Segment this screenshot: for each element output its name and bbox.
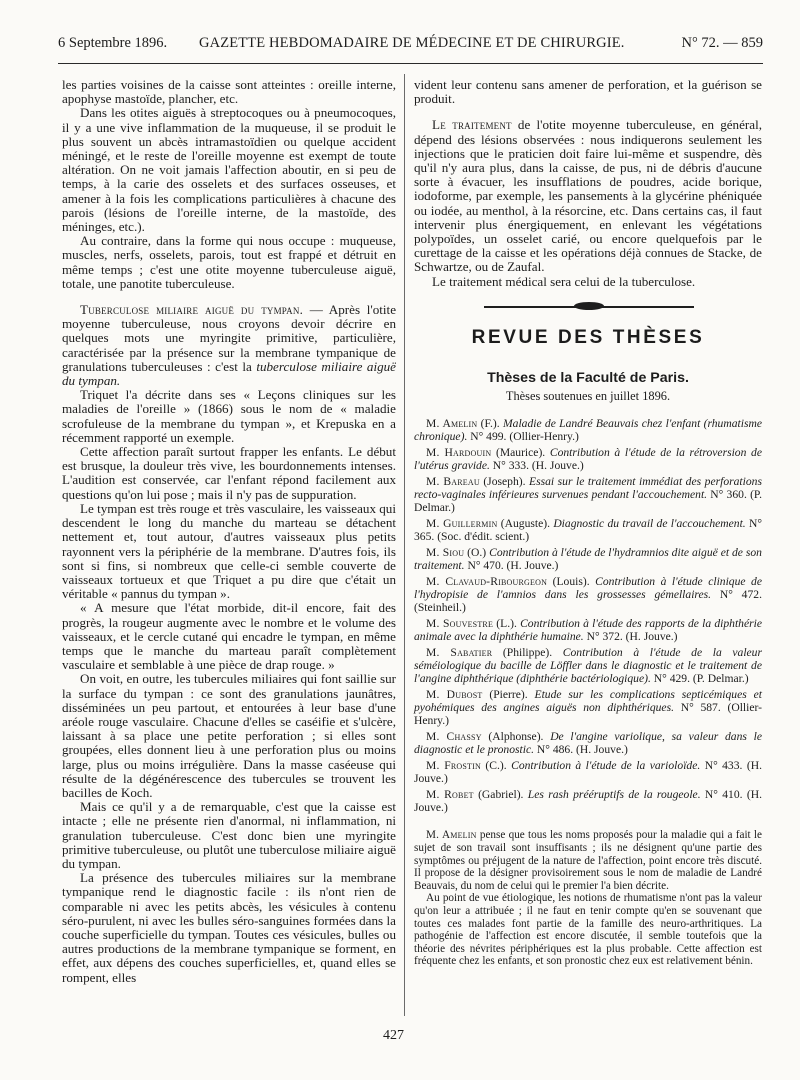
journal-title: GAZETTE HEBDOMADAIRE DE MÉDECINE ET DE CHIRURGIE. (199, 35, 625, 51)
paragraph: Au contraire, dans la forme qui nous occupe : muqueuse, muscles, nerfs, osselets, parois, tout est frappé et détruit en même temps ; c'est une otite moyenne tuberculeuse aiguë, totale, une panotite tuberculeuse. (62, 233, 396, 291)
header-rule (58, 63, 763, 64)
thesis-author-firstname: (L.). (493, 617, 521, 631)
thesis-author: M. Bareau (426, 475, 480, 489)
subsection-title: Thèses de la Faculté de Paris. (487, 370, 689, 387)
paragraph: Cette affection paraît surtout frapper les enfants. Le début est brusque, la douleur très vive, les bourdonnements intenses. L'audition est conservée, car l'enfant répond facilement aux questions qu'on lui pose ; mais il n'y pas de suppuration. (62, 444, 396, 502)
thesis-author: M. Clavaud-Ribourgeon (426, 575, 548, 589)
thesis-number-publisher: N° 472. (Steinheil.) (414, 588, 762, 615)
section-paragraph (62, 303, 396, 388)
theses-list (414, 417, 762, 814)
thesis-number-publisher: N° 372. (H. Jouve.) (583, 630, 678, 644)
section-heading: Le traitement (432, 117, 512, 133)
thesis-number-publisher: N° 499. (Ollier-Henry.) (467, 430, 579, 444)
thesis-title: Essai sur le traitement immédiat des perforations recto-vaginales inférieures survenues pendant l'accouchement. (414, 475, 762, 502)
thesis-number-publisher: N° 360. (P. Delmar.) (414, 488, 762, 515)
column-divider (404, 74, 405, 1016)
thesis-entry (414, 730, 762, 756)
thesis-entry (414, 446, 762, 472)
author-name: M. Amelin (426, 829, 477, 842)
thesis-author-firstname: (Gabriel). (473, 788, 528, 802)
thesis-title: Les rash prééruptifs de la rougeole. (527, 788, 701, 802)
thesis-author: M. Robet (426, 788, 474, 802)
thesis-entry (414, 646, 762, 685)
thesis-author-firstname: (Louis). (547, 575, 596, 589)
subsection-subtitle: Thèses soutenues en juillet 1896. (505, 389, 671, 404)
paragraph: vident leur contenu sans amener de perforation, et la guérison se produit. (414, 77, 762, 107)
paragraph: On voit, en outre, les tubercules miliaires qui font saillie sur la surface du tympan : ce sont des granulations jaunâtres, disséminées un peu partout, et entourées à leur base d'une aréole rouge vasculaire. Chacune d'elles se caséifie et s'ulcère, laissant à sa place une petite perforation ; si elles sont groupées, elles donnent lieu à une perforation plus ou moins large, plus ou moins irrégulière. Dans la masse caséeuse qui résulte de la dégénérescence des tubercules se trouvent les bacilles de Koch. (62, 671, 396, 800)
thesis-entry (414, 575, 762, 614)
paragraph: Triquet l'a décrite dans ses « Leçons cliniques sur les maladies de l'oreille » (1866) sous le nom de « maladie scrofuleuse de la membrane du tympan », et Krepuska en a récemment rapporté un exemple. (62, 387, 396, 445)
left-column (62, 78, 396, 985)
right-column (414, 78, 762, 968)
thesis-author: M. Guillermin (426, 517, 498, 531)
thesis-author: M. Souvestre (426, 617, 494, 631)
section-paragraph (414, 118, 762, 274)
summary-paragraph: Au point de vue étiologique, les notions de rhumatisme n'ont pas la valeur qu'on leur a attribuée ; il ne faut en tenir compte qu'en se souvenant que toutes ces malades font partie de la famille des neuro-arthritiques. La pathogénie de l'affection est encore discutée, il semble toutefois que la théorie des névrites périphériques est la plus probable. Cette affection est fréquente chez les enfants, et son pronostic chez eux est relativement bénin. (414, 892, 762, 968)
thesis-title: Maladie de Landré Beauvais chez l'enfant (rhumatisme chronique). (414, 417, 762, 444)
thesis-author-firstname: (Pierre). (482, 688, 535, 702)
issue-page-number: N° 72. — 859 (681, 35, 763, 51)
thesis-author: M. Sabatier (426, 646, 493, 660)
thesis-entry (414, 546, 762, 572)
section-title: REVUE DES THÈSES (471, 326, 705, 348)
section-heading: Tuberculose miliaire aiguë du tympan. (80, 302, 304, 318)
thesis-entry (414, 759, 762, 785)
thesis-author-firstname: (Maurice). (491, 446, 550, 460)
thesis-entry (414, 688, 762, 727)
running-header (58, 34, 763, 52)
thesis-title: Contribution à l'étude clinique de l'hydropisie de l'amnios dans les grossesses gémellaires. (414, 575, 763, 602)
thesis-author: M. Dubost (426, 688, 483, 702)
paragraph-text: — Après l'otite moyenne tuberculeuse, nous croyons devoir décrire en quelques mots une myringite primitive, particulière, caractérisée par la présence sur la membrane tympanique de granulations tuberculeuses : c'est la (62, 302, 397, 374)
thesis-entry (414, 475, 762, 514)
paragraph: Le tympan est très rouge et très vasculaire, les vaisseaux qui descendent le long du manche du marteau se détachent nettement et, tout autour, d'autres vaisseaux plus petits rayonnent vers la périphérie de la membrane. D'autres fois, ils sont si fins, si nombreux que celle-ci semble couverte de vaisseaux tortueux et que Triquet a pu dire que c'était un véritable « pannus du tympan ». (62, 500, 396, 602)
thesis-author-firstname: (Philippe). (492, 646, 563, 660)
ornament-lozenge (574, 302, 604, 310)
thesis-author-firstname: (F.). (477, 417, 503, 431)
section-ornament (414, 295, 762, 321)
thesis-author-firstname: (O.) (464, 546, 490, 560)
thesis-author: M. Amelin (426, 417, 478, 431)
thesis-author-firstname: (C.). (480, 759, 512, 773)
thesis-number-publisher: N° 433. (H. Jouve.) (414, 759, 762, 786)
header-date: 6 Septembre 1896. (58, 35, 168, 51)
thesis-author-firstname: (Auguste). (497, 517, 554, 531)
paragraph: Le traitement médical sera celui de la tuberculose. (432, 273, 696, 289)
thesis-title: De l'angine variolique, sa valeur dans le diagnostic et le pronostic. (414, 730, 762, 757)
thesis-author: M. Hardouin (426, 446, 492, 460)
italic-term: tuberculose miliaire aiguë du tympan. (62, 358, 396, 389)
thesis-author-firstname: (Alphonse). (481, 730, 551, 744)
paragraph: Dans les otites aiguës à streptocoques ou à pneumocoques, il y a une vive inflammation de la muqueuse, il se produit le plus souvent un abcès intramastoïdien ou quelque accident méningé, et le reste de l'oreille moyenne est exempt de toute altération. On ne voit jamais l'affection aboutir, en si peu de temps, à la carie des osselets et des surfaces osseuses, et amener à la fois les complications particulières à chacune des parois (lésions de l'oreille interne, de la mastoïde, des méninges, etc.). (62, 105, 396, 235)
thesis-title: Contribution à l'étude des rapports de la diphthérie animale avec la diphthérie humaine. (414, 617, 763, 644)
thesis-number-publisher: N° 429. (P. Delmar.) (650, 672, 749, 686)
thesis-number-publisher: N° 587. (Ollier-Henry.) (414, 701, 763, 728)
summary-text: pense que tous les noms proposés pour la maladie qui a fait le sujet de son travail sont insuffisants ; ils ne désignent qu'une partie des symptômes ou préjugent de la nature de l'affection, point encore très discuté. Il propose de la désigner provisoirement sous le nom de maladie de Landré Beauvais, du nom de celui qui le premier l'a bien décrite. (414, 829, 762, 892)
thesis-title: Contribution à l'étude de la rétroversion de l'utérus gravide. (414, 446, 762, 473)
spacer (414, 817, 762, 829)
thesis-title: Contribution à l'étude de la valeur séméiologique du bacille de Löffler dans le diagnostic et le traitement de l'angine diphthérique (diphthérie bactériologique). (414, 646, 762, 686)
thesis-title: Etude sur les complications septicémiques et pyohémiques des angines aiguës non diphthériques. (414, 688, 762, 715)
thesis-entry (414, 617, 762, 643)
paragraph: les parties voisines de la caisse sont atteintes : oreille interne, apophyse mastoïde, plancher, etc. (62, 77, 396, 107)
thesis-number-publisher: N° 410. (H. Jouve.) (414, 788, 762, 815)
thesis-entry (414, 517, 762, 543)
thesis-author: M. Frostin (426, 759, 481, 773)
thesis-number-publisher: N° 486. (H. Jouve.) (534, 743, 628, 757)
thesis-number-publisher: N° 333. (H. Jouve.) (489, 459, 584, 473)
thesis-title: Diagnostic du travail de l'accouchement. (553, 517, 746, 531)
summary-paragraph (414, 829, 762, 892)
thesis-title: Contribution à l'étude de l'hydramnios dite aiguë et de son traitement. (414, 546, 762, 573)
thesis-author: M. Chassy (426, 730, 482, 744)
page-folio: 427 (383, 1028, 404, 1043)
thesis-number-publisher: N° 365. (Soc. d'édit. scient.) (414, 517, 762, 544)
paragraph: La présence des tubercules miliaires sur la membrane tympanique rend le diagnostic facile : ils n'ont rien de comparable ni avec les petits abcès, les vésicules à contenu séro-purulent, ni avec les bulles séro-sanguines formées dans la couche superficielle du tympan. Toutes ces vésicules, bulles ou autres productions de la membrane tympanique se forment, en effet, aux dépens des couches superficielles, et, quand elles se rompent, elles (62, 870, 396, 985)
thesis-author-firstname: (Joseph). (479, 475, 530, 489)
thesis-entry (414, 417, 762, 443)
paragraph-text: de l'otite moyenne tuberculeuse, en général, dépend des lésions observées : nous indiquerons seulement les injections que le praticien doit faire lui-même et suspendre, dès qu'il n'y aura plus, dans la caisse, de pus, ni de débris d'aucune sorte à évacuer, les insufflations de poudres, acide borique, iodoforme, par exemple, les pansements à la glycérine phéniquée ou iodée, au menthol, à la résorcine, etc. Dans certains cas, il faut intervenir plus énergiquement, en enlevant les végétations polypoïdes, un osselet carié, ou encore quelquefois par le curettage de la caisse et les opérations déjà connues de Stacke, de Schwartze, ou de Zaufal. (414, 117, 762, 275)
thesis-author: M. Siou (426, 546, 465, 560)
thesis-number-publisher: N° 470. (H. Jouve.) (464, 559, 559, 573)
quotation-paragraph: « A mesure que l'état morbide, dit-il encore, fait des progrès, la rougeur augmente avec le nombre et le volume des vaisseaux, et le cercle cutané qui encadre le tympan, en même temps que le manche du marteau paraît complètement vasculaire et semblable à une pièce de drap rouge. » (62, 600, 396, 673)
thesis-entry (414, 788, 762, 814)
thesis-title: Contribution à l'étude de la varioloïde. (511, 759, 701, 773)
paragraph: Mais ce qu'il y a de remarquable, c'est que la caisse est intacte ; elle ne présente rien d'anormal, ni inflammation, ni granulation tuberculeuse. C'est donc bien une myringite primitive tuberculeuse, ou plutôt une tuberculose miliaire aiguë du tympan. (62, 799, 396, 871)
